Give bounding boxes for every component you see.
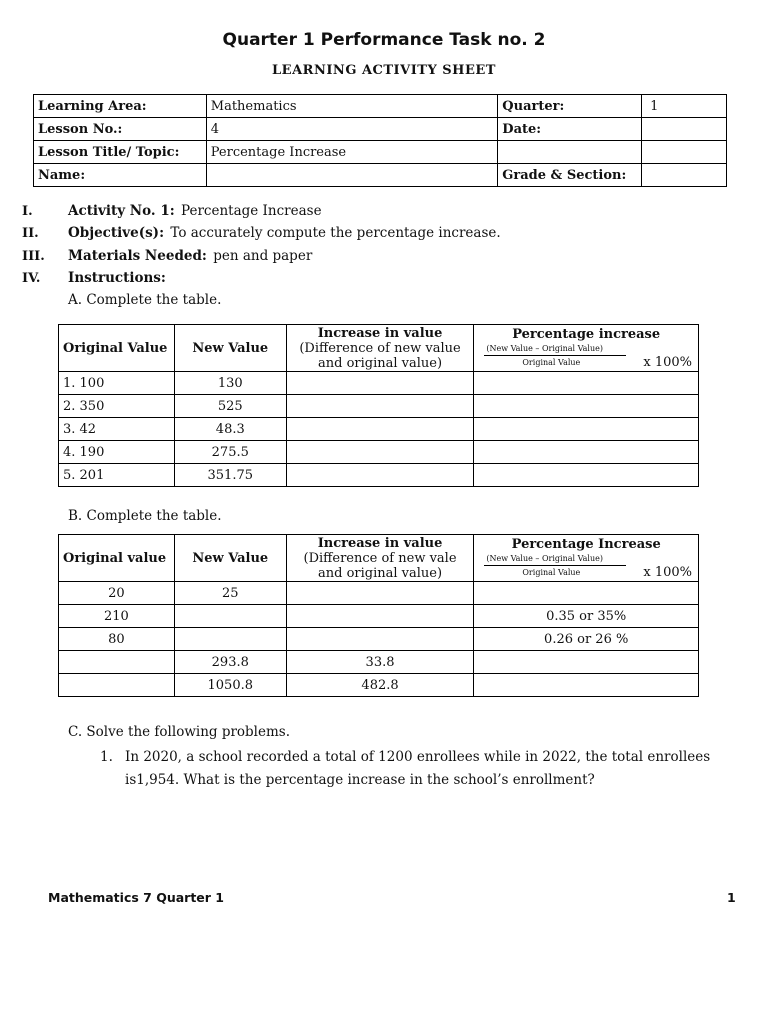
col-increase-header [286, 535, 474, 582]
cell-original: 1. 100 [59, 372, 175, 395]
problem-text-line: is1,954. What is the percentage increase in the school’s enrollment? [125, 772, 595, 788]
table-row [59, 464, 699, 487]
cell-percentage[interactable]: 0.26 or 26 % [474, 628, 699, 651]
percentage-header-title: Percentage increase [512, 327, 661, 342]
part-b-heading: B. Complete the table. [68, 508, 222, 524]
cell-original[interactable]: 80 [59, 628, 175, 651]
formula-denominator: Original Value [522, 358, 581, 367]
section-materials [22, 248, 313, 264]
formula-multiplier: x 100% [643, 565, 692, 580]
cell-increase[interactable] [286, 395, 474, 418]
info-row [34, 164, 727, 187]
date-field[interactable] [642, 118, 727, 141]
cell-original: 5. 201 [59, 464, 175, 487]
part-c-heading: C. Solve the following problems. [68, 724, 291, 740]
cell-percentage[interactable] [474, 395, 699, 418]
cell-new: 351.75 [174, 464, 286, 487]
table-row [59, 605, 699, 628]
cell-increase[interactable] [286, 372, 474, 395]
section-activity [22, 203, 322, 219]
part-a-table [58, 324, 699, 487]
percentage-header-title: Percentage Increase [511, 537, 661, 552]
grade-section-field[interactable] [642, 164, 727, 187]
date-label: Date: [498, 118, 642, 141]
cell-increase[interactable]: 33.8 [286, 651, 474, 674]
cell-new[interactable]: 1050.8 [174, 674, 286, 697]
cell-new: 275.5 [174, 441, 286, 464]
section-label: Instructions: [68, 270, 166, 286]
cell-new: 130 [174, 372, 286, 395]
blank-cell [642, 141, 727, 164]
cell-percentage[interactable]: 0.35 or 35% [474, 605, 699, 628]
table-row [59, 418, 699, 441]
cell-percentage[interactable] [474, 418, 699, 441]
formula-multiplier: x 100% [643, 355, 692, 370]
table-row [59, 628, 699, 651]
roman-numeral: I. [22, 204, 33, 219]
increase-header-line: (Difference of new value [299, 340, 461, 356]
cell-new[interactable] [174, 628, 286, 651]
part-a-heading: A. Complete the table. [68, 292, 222, 308]
footer-label: Mathematics 7 Quarter 1 [48, 890, 224, 905]
cell-new[interactable]: 293.8 [174, 651, 286, 674]
cell-percentage[interactable] [474, 674, 699, 697]
section-label: Objective(s): [68, 225, 165, 241]
learning-area-value: Mathematics [206, 95, 498, 118]
table-row [59, 651, 699, 674]
table-row [59, 372, 699, 395]
grade-section-label: Grade & Section: [498, 164, 642, 187]
section-objective [22, 225, 501, 241]
table-row [59, 674, 699, 697]
col-percentage-header [474, 325, 699, 372]
cell-original[interactable] [59, 651, 175, 674]
col-new-header: New Value [174, 535, 286, 582]
cell-percentage[interactable] [474, 441, 699, 464]
section-value: pen and paper [213, 248, 313, 264]
section-label: Activity No. 1: [68, 203, 175, 219]
cell-percentage[interactable] [474, 464, 699, 487]
page-number: 1 [727, 890, 736, 905]
col-percentage-header [474, 535, 699, 582]
increase-header-line: and original value) [318, 355, 443, 371]
cell-original: 2. 350 [59, 395, 175, 418]
lesson-no-value: 4 [206, 118, 498, 141]
roman-numeral: IV. [22, 271, 41, 286]
section-instructions [22, 270, 166, 286]
col-original-header: Original Value [59, 325, 175, 372]
section-value: To accurately compute the percentage increase. [170, 225, 501, 241]
section-label: Materials Needed: [68, 248, 207, 264]
page-subtitle: LEARNING ACTIVITY SHEET [272, 63, 496, 78]
increase-header-line: Increase in value [317, 535, 443, 551]
problem-number: 1. [100, 749, 113, 765]
page-title: Quarter 1 Performance Task no. 2 [222, 30, 546, 50]
formula-denominator: Original Value [522, 568, 581, 577]
table-row [59, 395, 699, 418]
cell-new: 48.3 [174, 418, 286, 441]
table-header-row [59, 535, 699, 582]
table-row [59, 582, 699, 605]
lesson-title-value: Percentage Increase [206, 141, 498, 164]
roman-numeral: III. [22, 249, 45, 264]
cell-percentage[interactable] [474, 582, 699, 605]
info-table [33, 94, 727, 187]
info-row [34, 141, 727, 164]
roman-numeral: II. [22, 226, 39, 241]
part-b-table [58, 534, 699, 697]
problem-item [100, 746, 750, 788]
cell-percentage[interactable] [474, 651, 699, 674]
cell-new[interactable] [174, 605, 286, 628]
section-value: Percentage Increase [181, 203, 322, 219]
cell-increase[interactable] [286, 605, 474, 628]
cell-original[interactable]: 20 [59, 582, 175, 605]
quarter-label: Quarter: [498, 95, 642, 118]
blank-cell [498, 141, 642, 164]
formula-numerator: (New Value – Original Value) [486, 554, 603, 563]
cell-new[interactable]: 25 [174, 582, 286, 605]
cell-new: 525 [174, 395, 286, 418]
cell-original[interactable]: 210 [59, 605, 175, 628]
formula-numerator: (New Value – Original Value) [486, 344, 603, 353]
lesson-no-label: Lesson No.: [34, 118, 207, 141]
fraction-bar [484, 355, 626, 356]
name-label: Name: [34, 164, 207, 187]
increase-header-line: (Difference of new vale [303, 550, 457, 566]
fraction-bar [484, 565, 626, 566]
increase-header-line: and original value) [318, 565, 443, 581]
lesson-title-label: Lesson Title/ Topic: [34, 141, 207, 164]
cell-percentage[interactable] [474, 372, 699, 395]
cell-increase[interactable]: 482.8 [286, 674, 474, 697]
name-field[interactable] [206, 164, 498, 187]
table-row [59, 441, 699, 464]
cell-increase[interactable] [286, 464, 474, 487]
problem-text-line: In 2020, a school recorded a total of 1200 enrollees while in 2022, the total enrollees [125, 749, 711, 765]
info-row [34, 118, 727, 141]
quarter-value: 1 [642, 95, 727, 118]
learning-area-label: Learning Area: [34, 95, 207, 118]
col-increase-header [286, 325, 474, 372]
cell-original: 3. 42 [59, 418, 175, 441]
col-original-header: Original value [59, 535, 175, 582]
cell-increase[interactable] [286, 441, 474, 464]
cell-increase[interactable] [286, 582, 474, 605]
cell-increase[interactable] [286, 628, 474, 651]
increase-header-line: Increase in value [317, 325, 443, 341]
info-row [34, 95, 727, 118]
col-new-header: New Value [174, 325, 286, 372]
cell-original[interactable] [59, 674, 175, 697]
cell-original: 4. 190 [59, 441, 175, 464]
table-header-row [59, 325, 699, 372]
cell-increase[interactable] [286, 418, 474, 441]
